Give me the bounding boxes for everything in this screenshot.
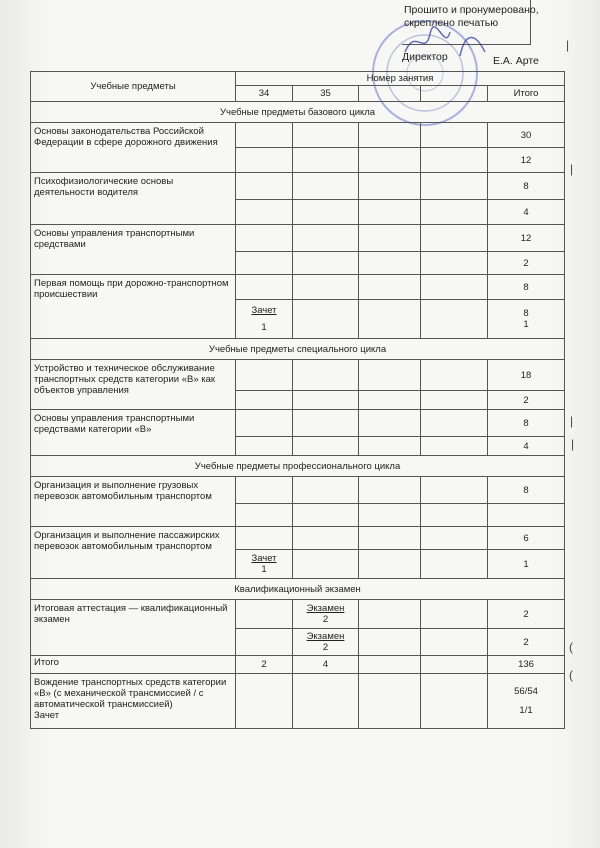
table-row	[31, 123, 565, 148]
section-base: Учебные предметы базового цикла	[31, 102, 565, 123]
subject-name: Психофизиологические основы деятельности водителя	[31, 173, 236, 225]
total-cell: 4	[488, 437, 565, 456]
table-row	[31, 600, 565, 629]
stamp-name: Е.А. Арте	[493, 55, 539, 67]
drive-total-hours: 56/54	[514, 686, 538, 697]
total-cell: 6	[488, 527, 565, 550]
total-cell: 18	[488, 360, 565, 391]
drive-name: Вождение транспортных средств категории «В» (с механической трансмиссией / с автоматической трансмиссией)	[34, 677, 227, 710]
stamp-line-2: скреплено печатью	[404, 17, 499, 29]
table-row	[31, 527, 565, 550]
section-row	[31, 339, 565, 360]
total-value: 1	[523, 319, 529, 330]
drive-zachet: Зачет	[34, 710, 60, 721]
subject-name: Основы управления транспортными средствами	[31, 225, 236, 275]
exam-label: Экзамен	[306, 603, 345, 614]
total-cell: 2	[488, 391, 565, 410]
itogo-row	[31, 656, 565, 674]
exam-number: 2	[322, 614, 329, 625]
total-cell: 2	[488, 629, 565, 656]
schedule-table	[30, 71, 565, 729]
total-value: 8	[523, 308, 529, 319]
section-row	[31, 102, 565, 123]
table-row	[31, 410, 565, 437]
itogo-col-34: 2	[236, 656, 293, 674]
total-cell: 4	[488, 200, 565, 225]
margin-mark: (	[569, 640, 573, 654]
total-cell: 30	[488, 123, 565, 148]
signature-icon	[400, 22, 490, 62]
exam-number: 2	[322, 642, 329, 653]
drive-total	[488, 674, 565, 729]
drive-row	[31, 674, 565, 729]
table-row	[31, 477, 565, 504]
margin-mark: |	[571, 437, 575, 451]
total-cell: 8	[488, 173, 565, 200]
header-col-34: 34	[236, 86, 293, 102]
subject-name: Первая помощь при дорожно-транспортном происшествии	[31, 275, 236, 339]
total-cell: 8	[488, 410, 565, 437]
subject-name: Основы управления транспортными средствами категории «В»	[31, 410, 236, 456]
section-special: Учебные предметы специального цикла	[31, 339, 565, 360]
total-cell: 2	[488, 252, 565, 275]
total-cell: 1	[488, 550, 565, 579]
header-empty	[421, 86, 488, 102]
margin-mark: |	[566, 38, 570, 52]
itogo-total: 136	[488, 656, 565, 674]
margin-mark: |	[570, 162, 574, 176]
table-row	[31, 225, 565, 252]
total-cell: 8	[488, 275, 565, 300]
header-subjects: Учебные предметы	[31, 72, 236, 102]
stamp-director: Директор	[402, 51, 448, 63]
zachet-cell	[236, 550, 293, 579]
drive-subject	[31, 674, 236, 729]
stamp-line-1: Прошито и пронумеровано,	[404, 4, 539, 16]
table-row	[31, 360, 565, 391]
zachet-label: Зачет	[251, 553, 277, 564]
section-professional: Учебные предметы профессионального цикла	[31, 456, 565, 477]
subject-name: Организация и выполнение пассажирских перевозок автомобильным транспортом	[31, 527, 236, 579]
total-cell	[488, 300, 565, 339]
exam-label: Экзамен	[306, 631, 345, 642]
drive-total-zachet: 1/1	[519, 705, 533, 716]
zachet-label: Зачет	[251, 305, 277, 316]
table-row	[31, 275, 565, 300]
margin-mark: |	[570, 414, 574, 428]
total-cell: 12	[488, 225, 565, 252]
subject-name: Основы законодательства Российской Федерации в сфере дорожного движения	[31, 123, 236, 173]
exam-cell	[293, 629, 359, 656]
total-cell: 2	[488, 600, 565, 629]
itogo-col-35: 4	[293, 656, 359, 674]
zachet-number: 1	[261, 564, 267, 575]
zachet-number: 1	[261, 322, 267, 333]
exam-cell	[293, 600, 359, 629]
subject-name: Устройство и техническое обслуживание транспортных средств категории «В» как объектов управления	[31, 360, 236, 410]
table-row	[31, 173, 565, 200]
section-row	[31, 579, 565, 600]
header-lesson-number: Номер занятия	[236, 72, 565, 86]
subject-name: Итоговая аттестация — квалификационный экзамен	[31, 600, 236, 656]
header-total: Итого	[488, 86, 565, 102]
section-qualification: Квалификационный экзамен	[31, 579, 565, 600]
total-cell: 8	[488, 477, 565, 504]
subject-name: Организация и выполнение грузовых перевозок автомобильным транспортом	[31, 477, 236, 527]
itogo-label: Итого	[31, 656, 236, 674]
header-row	[31, 72, 565, 86]
header-col-35: 35	[293, 86, 359, 102]
total-cell: 12	[488, 148, 565, 173]
header-empty	[359, 86, 421, 102]
zachet-cell	[236, 300, 293, 339]
margin-mark: (	[569, 668, 573, 682]
section-row	[31, 456, 565, 477]
